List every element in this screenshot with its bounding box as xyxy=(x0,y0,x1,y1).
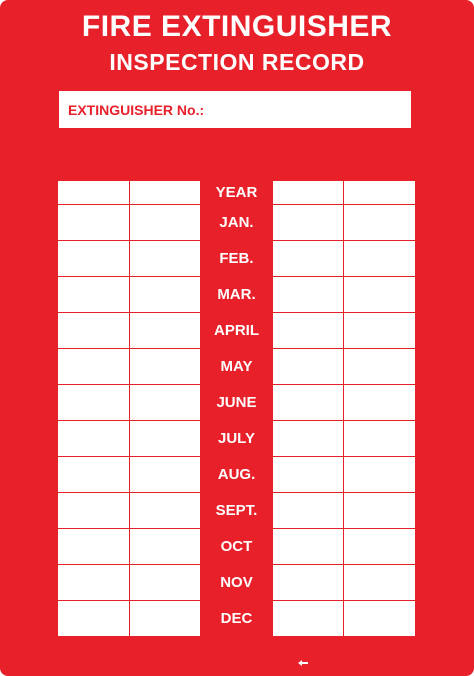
record-cell xyxy=(272,241,344,277)
sign-subtitle: INSPECTION RECORD xyxy=(109,49,365,75)
record-cell xyxy=(344,241,416,277)
record-cell xyxy=(272,277,344,313)
record-cell xyxy=(129,493,201,529)
table-row xyxy=(58,277,416,313)
record-cell xyxy=(344,601,416,637)
month-label: AUG. xyxy=(201,457,273,493)
table-row xyxy=(58,349,416,385)
record-cell xyxy=(344,277,416,313)
record-cell xyxy=(58,457,130,493)
year-header: YEAR xyxy=(201,181,273,205)
record-cell xyxy=(129,421,201,457)
extinguisher-number-field xyxy=(59,91,411,128)
record-cell xyxy=(129,601,201,637)
record-cell xyxy=(58,421,130,457)
table-row xyxy=(58,457,416,493)
inspection-table xyxy=(57,180,416,637)
record-cell xyxy=(129,313,201,349)
month-label: JAN. xyxy=(201,205,273,241)
brand-logo-icon xyxy=(298,660,308,666)
month-label: JUNE xyxy=(201,385,273,421)
month-label: JULY xyxy=(201,421,273,457)
record-cell xyxy=(58,529,130,565)
month-label: APRIL xyxy=(201,313,273,349)
record-cell xyxy=(344,565,416,601)
record-cell xyxy=(129,385,201,421)
blank-cell xyxy=(129,181,201,205)
record-cell xyxy=(129,205,201,241)
month-label: MAR. xyxy=(201,277,273,313)
table-row xyxy=(58,241,416,277)
month-label: FEB. xyxy=(201,241,273,277)
record-cell xyxy=(129,565,201,601)
table-row xyxy=(58,493,416,529)
record-cell xyxy=(272,601,344,637)
record-cell xyxy=(272,313,344,349)
extinguisher-number-label: EXTINGUISHER No.: xyxy=(68,102,205,118)
record-cell xyxy=(344,457,416,493)
month-label: NOV xyxy=(201,565,273,601)
table-header-row xyxy=(58,181,416,205)
record-cell xyxy=(344,529,416,565)
record-cell xyxy=(272,529,344,565)
record-cell xyxy=(58,565,130,601)
record-cell xyxy=(344,493,416,529)
record-cell xyxy=(129,457,201,493)
record-cell xyxy=(58,601,130,637)
record-cell xyxy=(344,313,416,349)
record-cell xyxy=(272,493,344,529)
record-cell xyxy=(272,421,344,457)
record-cell xyxy=(272,457,344,493)
record-cell xyxy=(129,349,201,385)
record-cell xyxy=(58,241,130,277)
record-cell xyxy=(344,205,416,241)
table-row xyxy=(58,565,416,601)
blank-cell xyxy=(58,181,130,205)
record-cell xyxy=(58,493,130,529)
table-row xyxy=(58,385,416,421)
footer-fine-print xyxy=(298,660,308,666)
record-cell xyxy=(129,529,201,565)
record-cell xyxy=(58,313,130,349)
month-label: OCT xyxy=(201,529,273,565)
blank-cell xyxy=(344,181,416,205)
record-cell xyxy=(272,349,344,385)
month-label: SEPT. xyxy=(201,493,273,529)
record-cell xyxy=(129,277,201,313)
month-label: MAY xyxy=(201,349,273,385)
table-row xyxy=(58,529,416,565)
table-row xyxy=(58,601,416,637)
record-cell xyxy=(58,205,130,241)
record-cell xyxy=(344,349,416,385)
record-cell xyxy=(58,349,130,385)
record-cell xyxy=(58,277,130,313)
record-cell xyxy=(58,385,130,421)
sign-title: FIRE EXTINGUISHER xyxy=(81,10,393,43)
table-row xyxy=(58,313,416,349)
record-cell xyxy=(344,385,416,421)
table-row xyxy=(58,205,416,241)
record-cell xyxy=(344,421,416,457)
record-cell xyxy=(272,565,344,601)
blank-cell xyxy=(272,181,344,205)
record-cell xyxy=(272,205,344,241)
record-cell xyxy=(129,241,201,277)
table-row xyxy=(58,421,416,457)
month-label: DEC xyxy=(201,601,273,637)
record-cell xyxy=(272,385,344,421)
